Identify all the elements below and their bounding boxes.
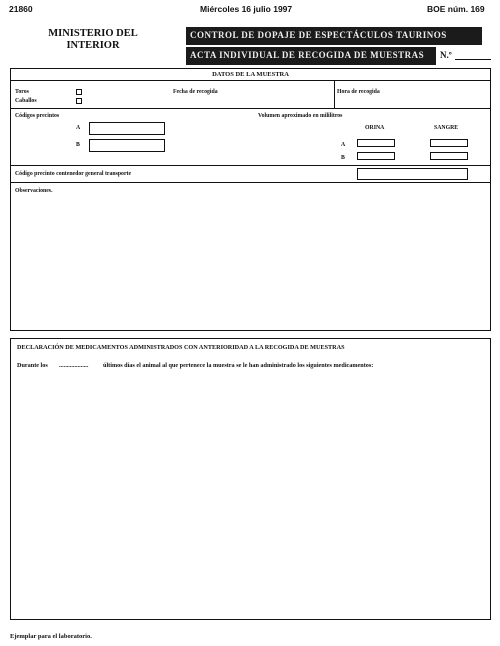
divider	[334, 80, 335, 108]
publication-date: Miércoles 16 julio 1997	[200, 4, 293, 14]
toros-label: Toros	[15, 89, 29, 95]
orina-a-field[interactable]	[357, 139, 395, 147]
volume-a-label: A	[341, 142, 346, 148]
ministry-name: MINISTERIO DEL INTERIOR	[48, 28, 138, 51]
declaration-sentence-start: Durante los	[17, 362, 48, 369]
hora-label: Hora de recogida	[337, 89, 380, 95]
codigos-label: Códigos precintos	[15, 113, 60, 119]
fecha-label: Fecha de recogida	[173, 89, 218, 95]
sangre-b-field[interactable]	[430, 152, 468, 160]
divider	[10, 165, 491, 166]
sample-data-title: DATOS DE LA MUESTRA	[212, 71, 289, 78]
declaration-title: DECLARACIÓN DE MEDICAMENTOS ADMINISTRADOS CON ANTERIORIDAD A LA RECOGIDA DE MUESTRAS	[17, 344, 345, 351]
divider	[10, 182, 491, 183]
toros-checkbox[interactable]	[76, 89, 82, 95]
boe-number: BOE núm. 169	[427, 4, 485, 14]
copy-destination-note: Ejemplar para el laboratorio.	[10, 633, 92, 640]
sangre-header: SANGRE	[434, 125, 459, 131]
form-subtitle-bar: ACTA INDIVIDUAL DE RECOGIDA DE MUESTRAS	[186, 47, 436, 65]
orina-header: ORINA	[365, 125, 385, 131]
days-field[interactable]: ...................	[59, 362, 89, 369]
orina-b-field[interactable]	[357, 152, 395, 160]
page-number: 21860	[9, 4, 33, 14]
volumen-label: Volumen aproximado en mililitros	[258, 113, 343, 119]
form-title-bar: CONTROL DE DOPAJE DE ESPECTÁCULOS TAURINOS	[186, 27, 482, 45]
contenedor-label: Código precinto contenedor general transporte	[15, 171, 132, 177]
seal-a-field[interactable]	[89, 122, 165, 135]
seal-a-label: A	[76, 125, 81, 131]
record-number-field[interactable]	[455, 59, 491, 60]
contenedor-field[interactable]	[357, 168, 468, 180]
seal-b-field[interactable]	[89, 139, 165, 152]
observaciones-label: Observaciones.	[15, 188, 53, 194]
seal-b-label: B	[76, 142, 80, 148]
record-number-label: N.º	[440, 50, 452, 60]
declaration-sentence-end: últimos días el animal al que pertenece la muestra se le han administrado los siguientes medicamentos:	[103, 362, 374, 369]
caballos-label: Caballos	[15, 98, 37, 104]
volume-b-label: B	[341, 155, 345, 161]
divider	[10, 80, 491, 81]
caballos-checkbox[interactable]	[76, 98, 82, 104]
divider	[10, 108, 491, 109]
sangre-a-field[interactable]	[430, 139, 468, 147]
observaciones-area[interactable]	[12, 197, 489, 329]
medications-area[interactable]	[14, 375, 487, 617]
